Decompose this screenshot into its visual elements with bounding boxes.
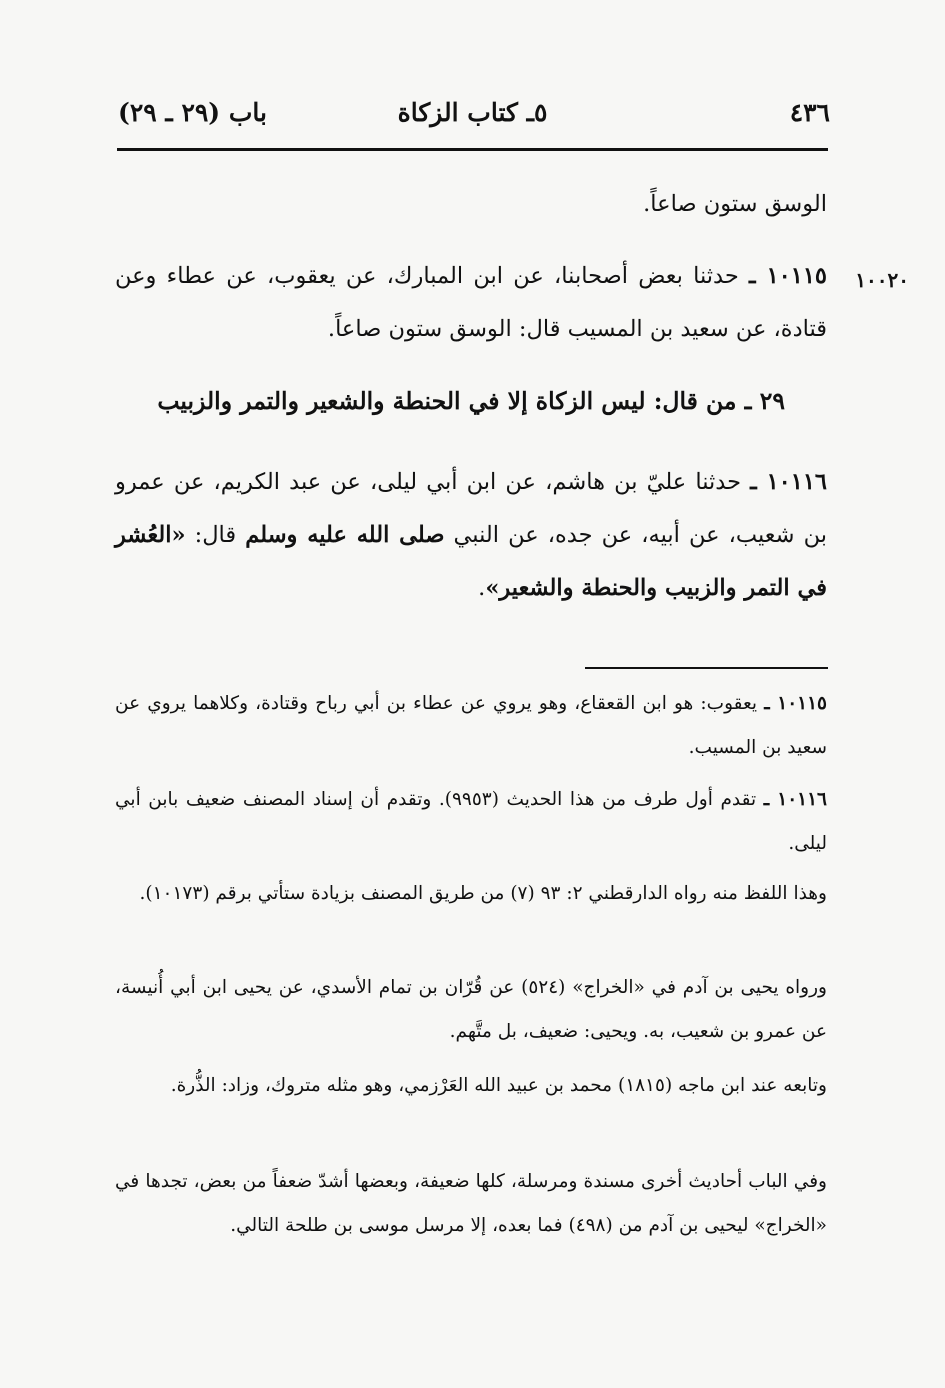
footnote-number: ١٠١١٦ ـ bbox=[763, 789, 827, 810]
page-number: ٤٣٦ bbox=[789, 98, 830, 127]
footnote-paragraph: وتابعه عند ابن ماجه (١٨١٥) محمد بن عبيد الله العَرْزمي، وهو مثله متروك، وزاد: الذُّرة. bbox=[170, 1075, 827, 1096]
book-title: ٥ـ كتاب الزكاة bbox=[397, 98, 548, 127]
footnote-10115 bbox=[115, 682, 827, 770]
hadith-text: حدثنا عليّ بن هاشم، عن ابن أبي ليلى، عن عبد الكريم، عن عمرو بن شعيب، عن أبيه، عن جده، عن النبي bbox=[115, 469, 828, 548]
footnote-paragraph: وفي الباب أحاديث أخرى مسندة ومرسلة، كلها ضعيفة، وبعضها أشدّ ضعفاً من بعض، تجدها في «الخراج» ليحيى بن آدم من (٤٩٨) فما بعده، إلا مرسل موسى بن طلحة التالي. bbox=[115, 1171, 827, 1236]
header-rule bbox=[117, 148, 828, 151]
hadith-end: . bbox=[478, 575, 486, 601]
hadith-number: ١٠١١٦ ـ bbox=[750, 469, 827, 495]
footnote-paragraph: وهذا اللفظ منه رواه الدارقطني ٢: ٩٣ (٧) من طريق المصنف بزيادة ستأتي برقم (١٠١٧٣). bbox=[139, 883, 827, 904]
chapter-heading: ٢٩ ـ من قال: ليس الزكاة إلا في الحنطة والشعير والتمر والزبيب bbox=[157, 387, 785, 415]
salutation-text: صلى الله عليه وسلم bbox=[245, 522, 445, 548]
footnote-paragraph: ورواه يحيى بن آدم في «الخراج» (٥٢٤) عن قُرّان بن تمام الأسدي، عن يحيى ابن أبي أُنيسة، عن عمرو بن شعيب، به. ويحيى: ضعيف، بل متَّهم. bbox=[115, 977, 827, 1042]
hadith-number: ١٠١١٥ ـ bbox=[749, 263, 827, 289]
footnote-text: يعقوب: هو ابن القعقاع، وهو يروي عن عطاء بن أبي رباح وقتادة، وكلاهما يروي عن سعيد بن المسيب. bbox=[115, 693, 827, 758]
said-text: قال: bbox=[194, 522, 237, 548]
footnote-number: ١٠١١٥ ـ bbox=[764, 693, 827, 714]
margin-number: ١٠٠٢٠ bbox=[855, 268, 909, 292]
footnote-10116 bbox=[115, 778, 827, 866]
paragraph-continuation bbox=[115, 178, 827, 231]
paragraph-text: الوسق ستون صاعاً. bbox=[643, 191, 827, 217]
hadith-quote: «العُشر في التمر والزبيب والحنطة والشعير» bbox=[115, 522, 827, 601]
footnote-text: تقدم أول طرف من هذا الحديث (٩٩٥٣). وتقدم أن إسناد المصنف ضعيف بابن أبي ليلى. bbox=[115, 789, 827, 854]
hadith-text: حدثنا بعض أصحابنا، عن ابن المبارك، عن يعقوب، عن عطاء وعن قتادة، عن سعيد بن المسيب قال: الوسق ستون صاعاً. bbox=[115, 263, 827, 342]
chapter-reference: باب (٢٩ ـ ٢٩) bbox=[118, 98, 267, 127]
hadith-10116 bbox=[115, 456, 827, 615]
hadith-10115 bbox=[115, 250, 827, 356]
footnote-rule bbox=[585, 667, 828, 669]
